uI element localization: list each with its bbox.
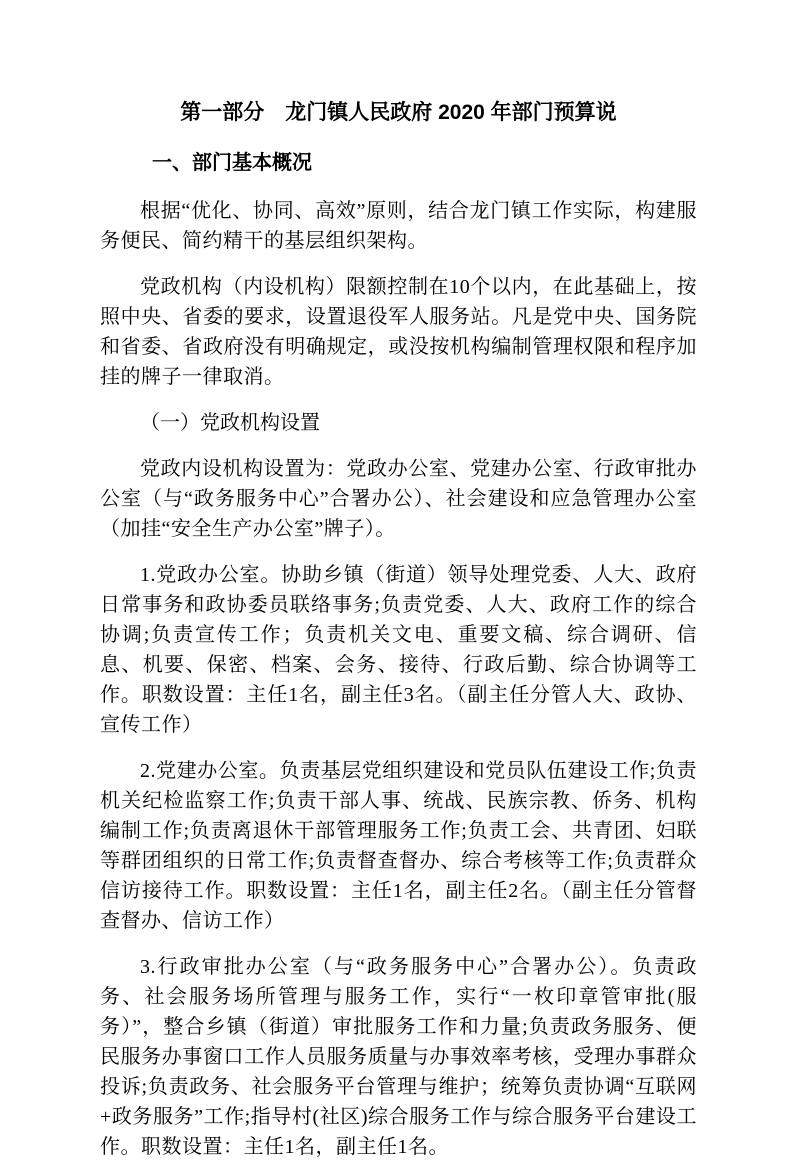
section-heading-overview: 一、部门基本概况 — [152, 152, 312, 174]
list-item-office-3-admin-approval-office: 3.行政审批办公室（与“政务服务中心”合署办公）。负责政务、社会服务场所管理与服务工作，实行“一枚印章管审批(服务）”，整合乡镇（街道）审批服务工作和力量;负责政务服务、便民服务办事窗口工作人员服务质量与办事效率考核，受理办事群众投诉;负责政务、社会服务平台管理与维护；统筹负责协调“互联网+政务服务”工作;指导村(社区)综合服务工作与综合服务平台建设工作。职数设置：主任1名，副主任1名。 — [100, 956, 697, 1158]
list-item-office-1-party-gov-office: 1.党政办公室。协助乡镇（街道）领导处理党委、人大、政府日常事务和政协委员联络事务;负责党委、人大、政府工作的综合协调;负责宣传工作；负责机关文电、重要文稿、综合调研、信息、机要、保密、档案、会务、接待、行政后勤、综合协调等工作。职数设置：主任1名，副主任3名。（副主任分管人大、政协、宣传工作） — [100, 564, 697, 736]
subsection-heading-party-gov-setup: （一）党政机构设置 — [140, 412, 320, 434]
paragraph-org-limit: 党政机构（内设机构）限额控制在10个以内，在此基础上，按照中央、省委的要求，设置退役军人服务站。凡是党中央、国务院和省委、省政府没有明确规定，或没按机构编制管理权限和程序加挂的牌子一律取消。 — [100, 276, 697, 388]
paragraph-internal-offices-intro: 党政内设机构设置为：党政办公室、党建办公室、行政审批办公室（与“政务服务中心”合署办公）、社会建设和应急管理办公室（加挂“安全生产办公室”牌子）。 — [100, 458, 697, 540]
list-item-office-2-party-building-office: 2.党建办公室。负责基层党组织建设和党员队伍建设工作;负责机关纪检监察工作;负责干部人事、统战、民族宗教、侨务、机构编制工作;负责离退休干部管理服务工作;负责工会、共青团、妇联等群团组织的日常工作;负责督查督办、综合考核等工作;负责群众信访接待工作。职数设置：主任1名，副主任2名。（副主任分管督查督办、信访工作） — [100, 760, 697, 932]
part-title: 第一部分 龙门镇人民政府 2020 年部门预算说 — [180, 101, 617, 124]
paragraph-principles: 根据“优化、协同、高效”原则，结合龙门镇工作实际，构建服务便民、简约精干的基层组织架构。 — [100, 200, 697, 252]
